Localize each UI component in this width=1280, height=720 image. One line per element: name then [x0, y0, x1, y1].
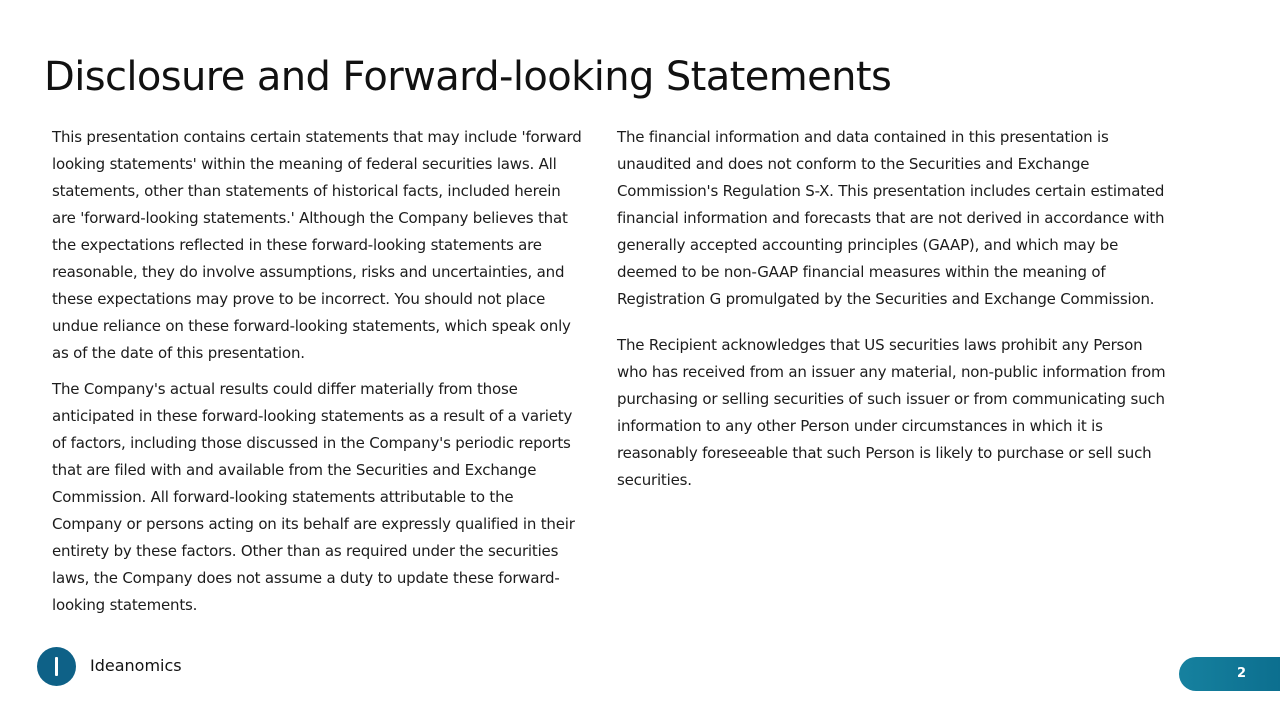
page-number-tab — [1179, 657, 1280, 691]
right-column — [617, 124, 1177, 494]
ideanomics-logo-icon — [37, 647, 76, 686]
financial-information-paragraph: The financial information and data contained in this presentation is unaudited and does not conform to the Securities and Exchange Commission's Regulation S-X. This presentation includes certain estimated financial information and forecasts that are not derived in accordance with generally accepted accounting principles (GAAP), and which may be deemed to be non-GAAP financial measures within the meaning of Registration G promulgated by the Securities and Exchange Commission. — [617, 128, 1165, 308]
footer-brand: Ideanomics — [90, 656, 182, 675]
slide-title: Disclosure and Forward-looking Statements — [44, 54, 892, 100]
left-column — [52, 124, 582, 619]
forward-looking-paragraph-2: The Company's actual results could differ materially from those anticipated in these forward-looking statements as a result of a variety of factors, including those discussed in the Company's periodic reports that are filed with and available from the Securities and Exchange Commission. All forward-looking statements attributable to the Company or persons acting on its behalf are expressly qualified in their entirety by these factors. Other than as required under the securities laws, the Company does not assume a duty to update these forward-looking statements. — [52, 380, 575, 614]
forward-looking-paragraph-1: This presentation contains certain statements that may include 'forward looking statements' within the meaning of federal securities laws. All statements, other than statements of historical facts, included herein are 'forward-looking statements.' Although the Company believes that the expectations reflected in these forward-looking statements are reasonable, they do involve assumptions, risks and uncertainties, and these expectations may prove to be incorrect. You should not place undue reliance on these forward-looking statements, which speak only as of the date of this presentation. — [52, 128, 582, 362]
securities-laws-paragraph: The Recipient acknowledges that US securities laws prohibit any Person who has received from an issuer any material, non-public information from purchasing or selling securities of such issuer or from communicating such information to any other Person under circumstances in which it is reasonably foreseeable that such Person is likely to purchase or sell such securities. — [617, 336, 1166, 489]
page-number: 2 — [1236, 666, 1246, 681]
